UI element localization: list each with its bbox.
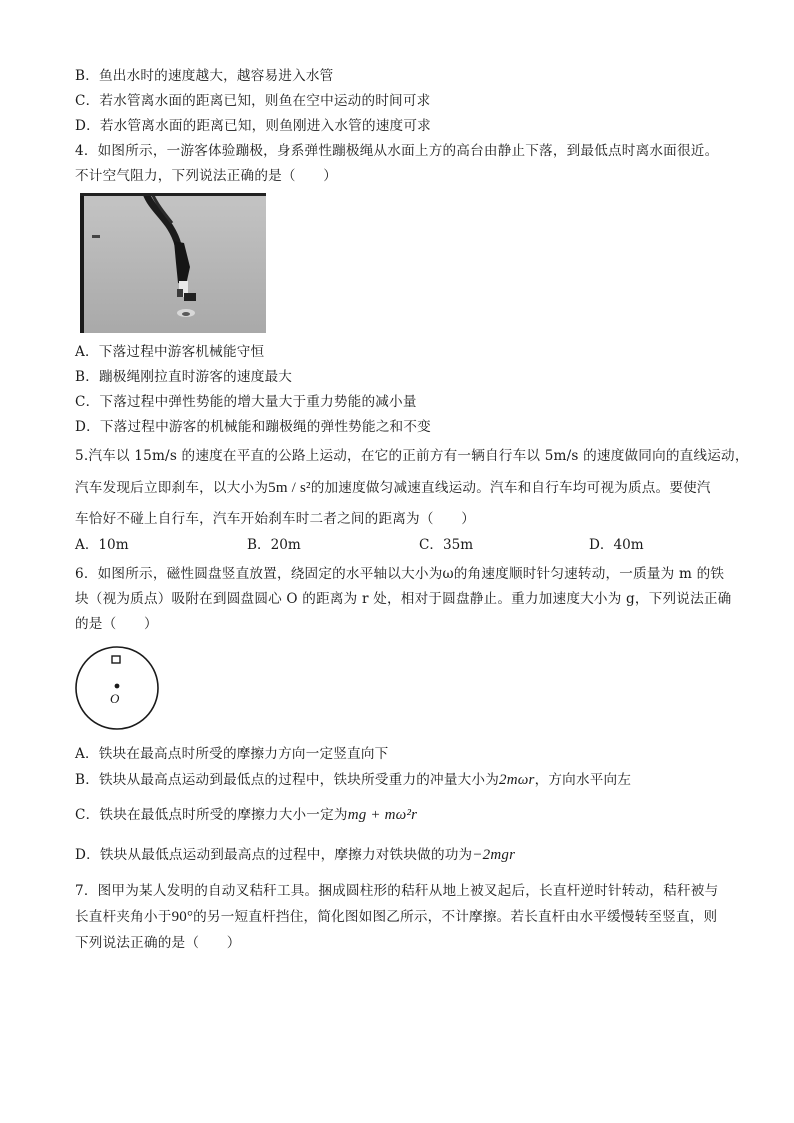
disc-center-dot — [115, 684, 120, 689]
q5-stem-line-2-post: 的加速度做匀减速直线运动。汽车和自行车均可视为质点。要使汽 — [310, 480, 711, 496]
q6-option-b-formula: 2mωr — [499, 772, 535, 788]
q5-stem-line-2-pre: 汽车发现后立即刹车，以大小为 — [75, 480, 269, 496]
q5-options-row — [75, 535, 715, 555]
q5-option-d: D．40m — [589, 537, 644, 553]
q4-stem-line-2: 不计空气阻力，下列说法正确的是（ ） — [75, 168, 338, 184]
q6-option-b — [75, 770, 631, 790]
q6-option-a: A．铁块在最高点时所受的摩擦力方向一定竖直向下 — [75, 746, 389, 762]
q6-option-c-pre: C．铁块在最低点时所受的摩擦力大小一定为 — [75, 807, 348, 823]
q6-stem-line-1: 6．如图所示，磁性圆盘竖直放置，绕固定的水平轴以大小为ω的角速度顺时针匀速转动，一质量为 m 的铁 — [75, 566, 725, 582]
q5-acceleration-formula: 5m / s² — [268, 480, 311, 496]
q6-stem-line-3: 的是（ ） — [75, 616, 158, 632]
q6-option-d — [75, 845, 515, 865]
q3-option-c: C．若水管离水面的距离已知，则鱼在空中运动的时间可求 — [75, 93, 431, 109]
q6-option-b-pre: B．铁块从最高点运动到最低点的过程中，铁块所受重力的冲量大小为 — [75, 772, 499, 788]
q6-option-c — [75, 805, 417, 825]
magnetic-disc-figure — [74, 645, 160, 731]
q5-stem-line-2 — [75, 478, 711, 498]
q7-stem-line-1: 7．图甲为某人发明的自动叉秸秆工具。捆成圆柱形的秸秆从地上被叉起后，长直杆逆时针转动，秸秆被与 — [75, 883, 719, 899]
q7-stem-line-2 — [75, 907, 717, 927]
q7-stem-line-3: 下列说法正确的是（ ） — [75, 935, 241, 951]
q4-stem-line-1: 4．如图所示，一游客体验蹦极，身系弹性蹦极绳从水面上方的高台由静止下落，到最低点时离水面很近。 — [75, 143, 719, 159]
q4-option-c: C．下落过程中弹性势能的增大量大于重力势能的减小量 — [75, 394, 417, 410]
q5-option-a: A．10m — [75, 537, 129, 553]
bungee-photo — [80, 193, 266, 333]
q6-stem-line-2: 块（视为质点）吸附在到圆盘圆心 O 的距离为 r 处，相对于圆盘静止。重力加速度大小为 g，下列说法正确 — [75, 591, 732, 607]
q6-option-c-formula: mg + mω²r — [347, 807, 418, 823]
q3-option-b: B．鱼出水时的速度越大，越容易进入水管 — [75, 68, 334, 84]
bungee-photo-illustration — [80, 193, 266, 333]
center-label-o: O — [110, 691, 120, 706]
q4-option-b: B．蹦极绳刚拉直时游客的速度最大 — [75, 369, 293, 385]
iron-block — [112, 656, 120, 663]
q6-option-d-pre: D．铁块从最低点运动到最高点的过程中，摩擦力对铁块做的功为 — [75, 847, 473, 863]
q6-option-d-formula: −2mgr — [472, 847, 516, 863]
q4-option-a: A．下落过程中游客机械能守恒 — [75, 344, 265, 360]
q4-option-d: D．下落过程中游客的机械能和蹦极绳的弹性势能之和不变 — [75, 419, 431, 435]
magnetic-disc-diagram — [74, 645, 160, 731]
q5-option-b: B．20m — [247, 537, 301, 553]
q6-option-b-post: ，方向水平向左 — [534, 772, 632, 788]
q7-stem-line-2-pre: 长直杆夹角小于 — [75, 909, 172, 925]
q5-stem-line-3: 车恰好不碰上自行车，汽车开始刹车时二者之间的距离为（ ） — [75, 511, 476, 527]
q5-stem-line-1: 5.汽车以 15m/s 的速度在平直的公路上运动，在它的正前方有一辆自行车以 5m/s 的速度做同向的直线运动， — [75, 448, 749, 464]
q3-option-d: D．若水管离水面的距离已知，则鱼刚进入水管的速度可求 — [75, 118, 431, 134]
q7-stem-line-2-post: 的另一短直杆挡住，简化图如图乙所示，不计摩擦。若长直杆由水平缓慢转至竖直，则 — [193, 909, 718, 925]
q5-option-c: C．35m — [419, 537, 474, 553]
q7-angle-formula: 90° — [171, 909, 194, 925]
